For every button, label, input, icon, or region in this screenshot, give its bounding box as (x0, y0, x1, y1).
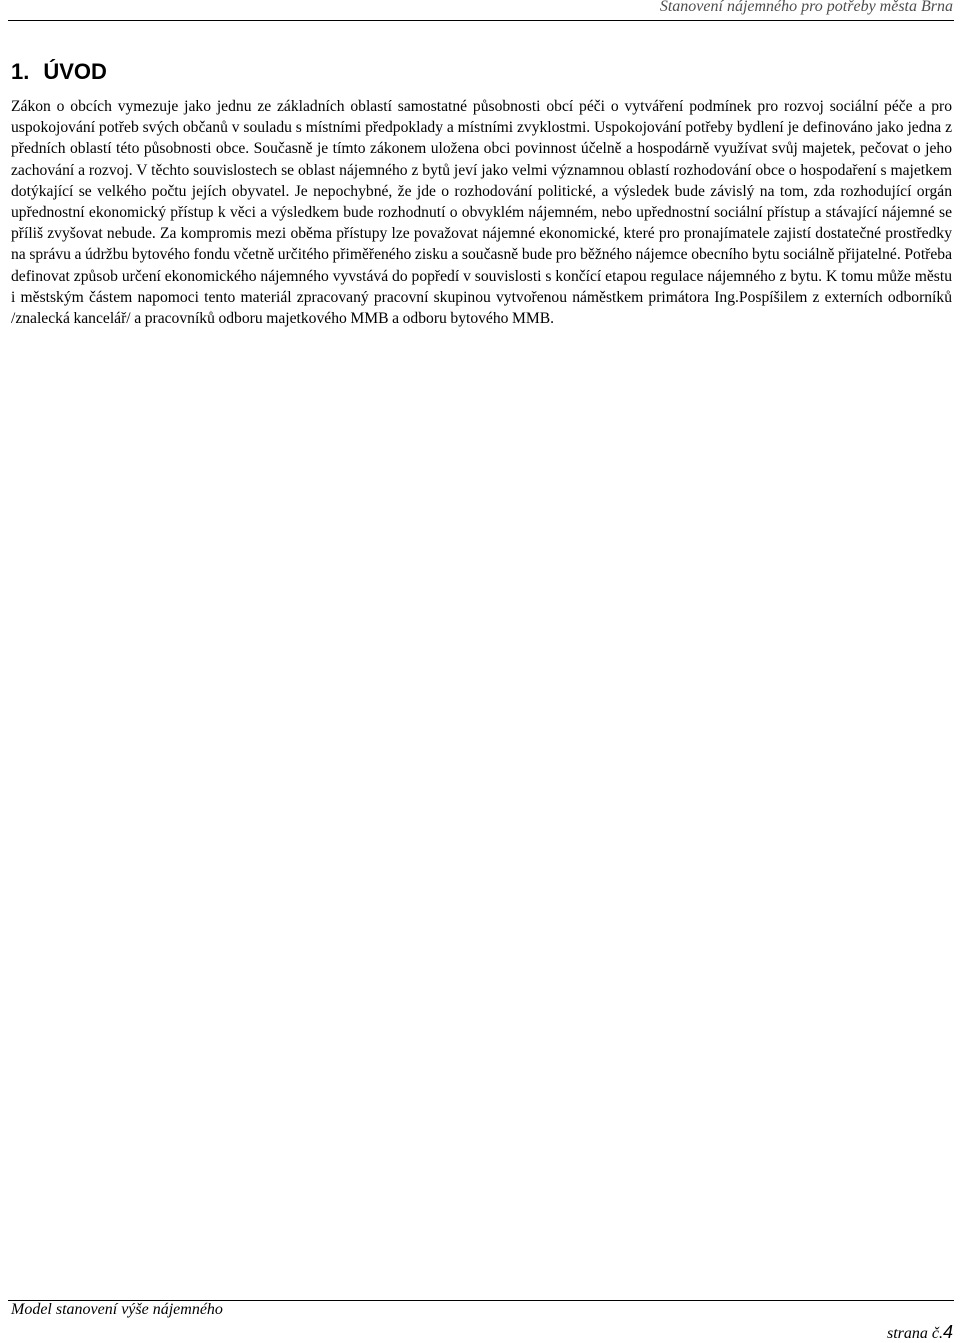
section-heading (11, 58, 107, 86)
section-title: ÚVOD (43, 59, 107, 84)
running-header-title: Stanovení nájemného pro potřeby města Brna (659, 0, 953, 15)
page-number-label (887, 1322, 953, 1343)
footer-document-title: Model stanovení výše nájemného (11, 1301, 223, 1318)
section-number: 1. (11, 59, 30, 84)
page-label-text: strana č. (886, 1325, 943, 1342)
page-number: 4 (942, 1322, 953, 1342)
intro-paragraph: Zákon o obcích vymezuje jako jednu ze základních oblastí samostatné působnosti obcí péči o vytváření podmínek pro rozvoj sociální péče a pro uspokojování potřeb svých občanů v souladu s místními předpoklady a místními zvyklostmi. Uspokojování potřeby bydlení je definováno jako jedna z předních oblastí této působnosti obce. Současně je tímto zákonem uložena obci povinnost účelně a hospodárně využívat svůj majetek, pečovat o jeho zachování a rozvoj. V těchto souvislostech se oblast nájemného z bytů jeví jako velmi významnou oblastí rozhodování obce o hospodaření s majetkem dotýkající se velkého počtu jejích obyvatel. Je nepochybné, že jde o rozhodování politické, a výsledek bude závislý na tom, zda rozhodující orgán upřednostní ekonomický přístup k věci a výsledkem bude rozhodnutí o obvyklém nájemném, nebo upřednostní sociální přístup a stávající nájemné se příliš zvyšovat nebude. Za kompromis mezi oběma přístupy lze považovat nájemné ekonomické, které pro pronajímatele zajistí dostatečné prostředky na správu a údržbu bytového fondu včetně určitého přiměřeného zisku a současně bude pro běžného nájemce obecního bytu sociálně přijatelné. Potřeba definovat způsob určení ekonomického nájemného vyvstává do popředí v souvislosti s končící etapou regulace nájemného z bytu. K tomu může městu i městským částem napomoci tento materiál zpracovaný pracovní skupinou vytvořenou náměstkem primátora Ing.Pospíšilem z externích odborníků /znalecká kancelář/ a pracovníků odboru majetkového MMB a odboru bytového MMB. (11, 98, 952, 328)
header-divider (8, 20, 954, 21)
